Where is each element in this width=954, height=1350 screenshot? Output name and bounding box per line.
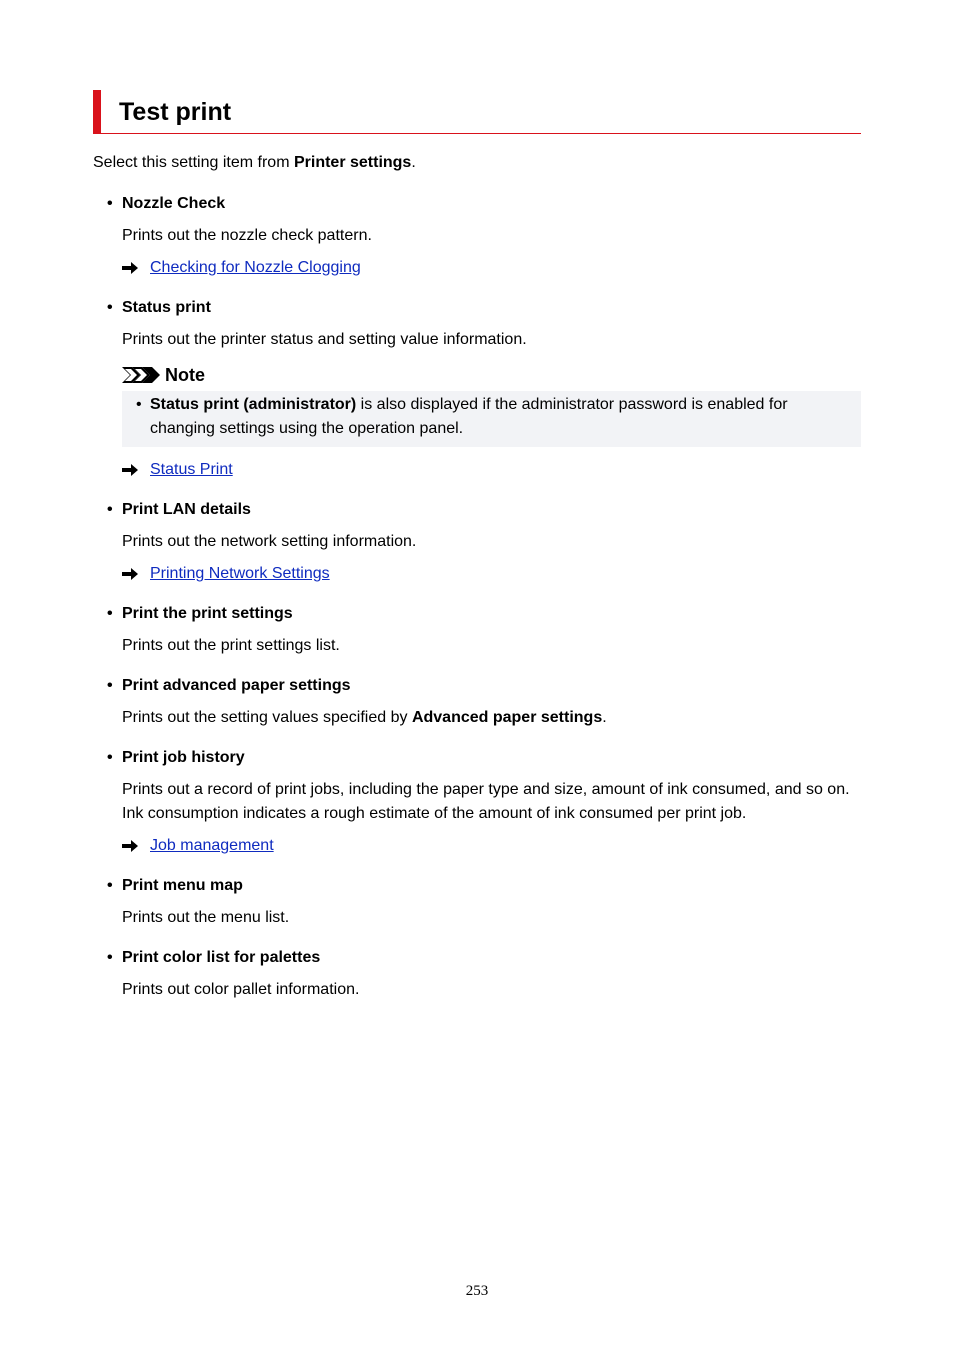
section-heading	[93, 90, 861, 134]
link-status-print[interactable]: Status Print	[150, 461, 233, 478]
note-chevrons-icon	[122, 367, 160, 383]
bullet-icon: •	[107, 501, 113, 518]
note-line1-rest: is also displayed if the administrator password is enabled for	[356, 396, 788, 413]
bullet-icon: •	[107, 677, 113, 694]
item-desc-nozzle-check: Prints out the nozzle check pattern.	[122, 227, 372, 244]
item-title-menu-map: Print menu map	[122, 877, 243, 894]
arrow-right-icon	[122, 262, 138, 274]
note-line-1	[150, 393, 788, 417]
item-desc-job-history-line-1: Prints out a record of print jobs, including the paper type and size, amount of ink consumed, and so on.	[122, 781, 850, 798]
link-job-management[interactable]: Job management	[150, 837, 274, 854]
item-desc-job-history-line-2: Ink consumption indicates a rough estimate of the amount of ink consumed per print job.	[122, 805, 747, 822]
bullet-icon: •	[107, 605, 113, 622]
intro-suffix: .	[411, 154, 416, 171]
bullet-icon: •	[107, 195, 113, 212]
item-desc-status-print: Prints out the printer status and setting value information.	[122, 331, 527, 348]
item-desc-menu-map: Prints out the menu list.	[122, 909, 290, 926]
item-title-job-history: Print job history	[122, 749, 245, 766]
bullet-icon: •	[107, 949, 113, 966]
note-label: Note	[165, 365, 205, 385]
note-line-2: changing settings using the operation panel.	[150, 420, 464, 437]
item-title-status-print: Status print	[122, 299, 211, 316]
intro-bold: Printer settings	[293, 154, 412, 171]
bullet-icon: •	[107, 877, 113, 894]
desc-prefix: Prints out the setting values specified by	[122, 709, 412, 726]
item-title-print-lan-details: Print LAN details	[122, 501, 251, 518]
page-number: 253	[465, 1283, 489, 1299]
note-bullet-icon: •	[136, 396, 142, 413]
page-title: Test print	[119, 98, 232, 126]
item-title-print-settings: Print the print settings	[122, 605, 293, 622]
note-bold: Status print (administrator)	[150, 396, 357, 413]
item-desc-color-list: Prints out color pallet information.	[122, 981, 360, 998]
arrow-right-icon	[122, 464, 138, 476]
arrow-right-icon	[122, 840, 138, 852]
desc-bold: Advanced paper settings	[411, 709, 603, 726]
link-printing-network-settings[interactable]: Printing Network Settings	[150, 565, 330, 582]
bullet-icon: •	[107, 749, 113, 766]
item-desc-print-lan-details: Prints out the network setting information.	[122, 533, 417, 550]
intro-paragraph	[93, 151, 416, 175]
bullet-icon: •	[107, 299, 113, 316]
link-checking-nozzle-clogging[interactable]: Checking for Nozzle Clogging	[150, 259, 361, 276]
item-desc-print-settings: Prints out the print settings list.	[122, 637, 340, 654]
desc-suffix: .	[602, 709, 607, 726]
heading-accent-bar	[93, 90, 101, 133]
arrow-right-icon	[122, 568, 138, 580]
intro-prefix: Select this setting item from	[93, 154, 294, 171]
item-title-advanced-paper: Print advanced paper settings	[122, 677, 351, 694]
item-title-color-list: Print color list for palettes	[122, 949, 321, 966]
item-title-nozzle-check: Nozzle Check	[122, 195, 226, 212]
item-desc-advanced-paper	[122, 706, 607, 730]
